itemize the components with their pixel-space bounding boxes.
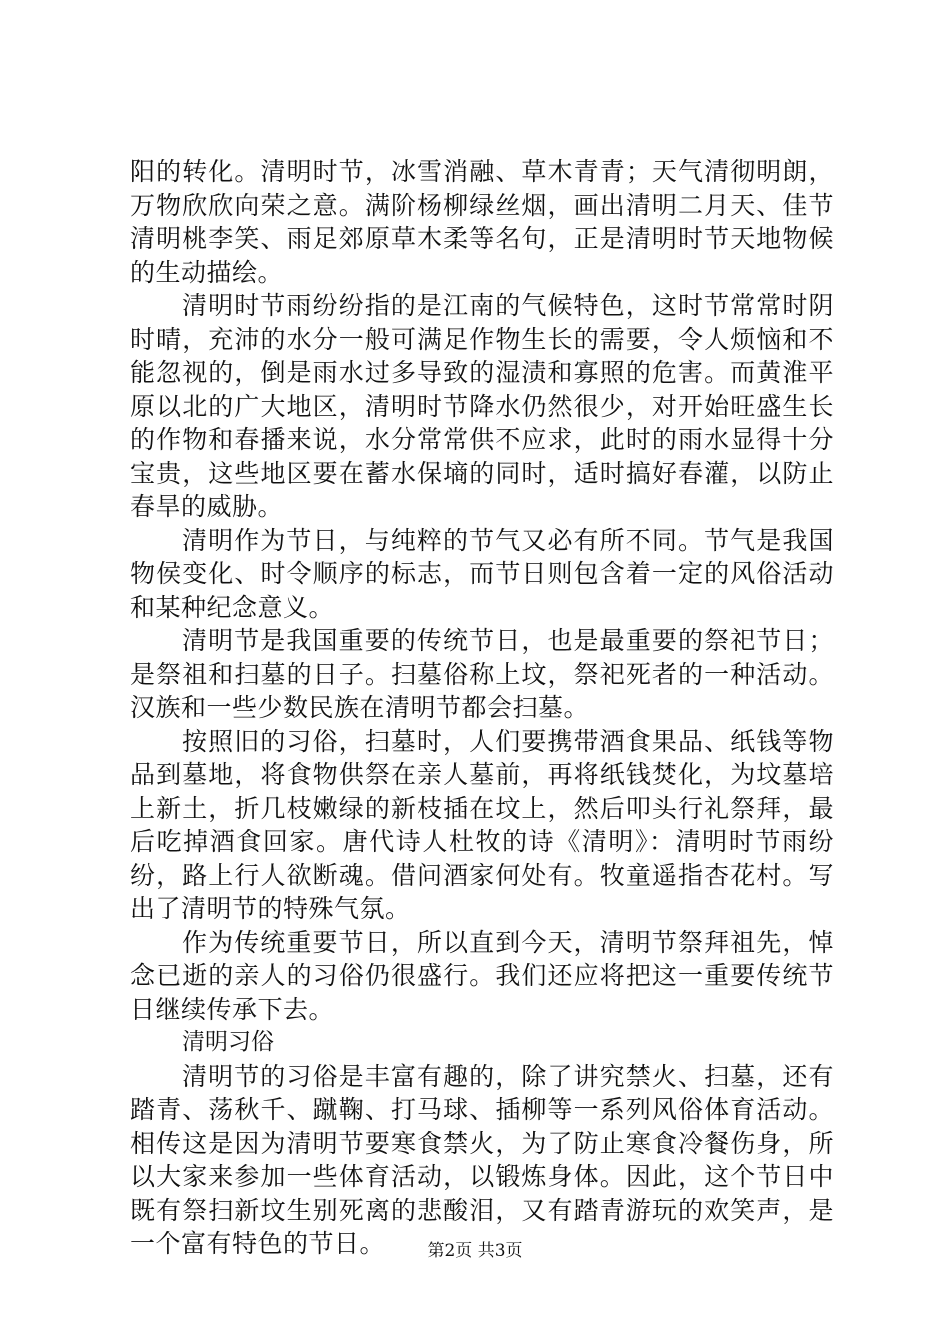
section-heading: 清明习俗 (182, 1029, 274, 1055)
paragraph-sacrifice: 清明节是我国重要的传统节日，也是最重要的祭祀节日；是祭祖和扫墓的日子。扫墓俗称上坟，祭祀死者的一种活动。汉族和一些少数民族在清明节都会扫墓。 (130, 626, 834, 722)
paragraph-continued: 阳的转化。清明时节，冰雪消融、草木青青；天气清彻明朗，万物欣欣向荣之意。满阶杨柳绿丝烟，画出清明二月天、佳节清明桃李笑、雨足郊原草木柔等名句，正是清明时节天地物候的生动描绘。 (130, 157, 834, 287)
page-number-footer: 第2页 共3页 (427, 1241, 523, 1261)
paragraph-customs: 清明节的习俗是丰富有趣的，除了讲究禁火、扫墓，还有踏青、荡秋千、蹴鞠、打马球、插柳等一系列风俗体育活动。相传这是因为清明节要寒食禁火，为了防止寒食冷餐伤身，所以大家来参加一些体育活动，以锻炼身体。因此，这个节日中既有祭扫新坟生别死离的悲酸泪，又有踏青游玩的欢笑声，是一个富有特色的节日。 (130, 1061, 834, 1258)
document-body (130, 155, 834, 1261)
paragraph-climate: 清明时节雨纷纷指的是江南的气候特色，这时节常常时阴时晴，充沛的水分一般可满足作物生长的需要，令人烦恼和不能忽视的，倒是雨水过多导致的湿渍和寡照的危害。而黄淮平原以北的广大地区，清明时节降水仍然很少，对开始旺盛生长的作物和春播来说，水分常常供不应求，此时的雨水显得十分宝贵，这些地区要在蓄水保墒的同时，适时搞好春灌，以防止春旱的威胁。 (130, 291, 834, 521)
paragraph-tradition: 作为传统重要节日，所以直到今天，清明节祭拜祖先，悼念已逝的亲人的习俗仍很盛行。我们还应将把这一重要传统节日继续传承下去。 (130, 927, 834, 1024)
paragraph-tomb-sweeping: 按照旧的习俗，扫墓时，人们要携带酒食果品、纸钱等物品到墓地，将食物供祭在亲人墓前，再将纸钱焚化，为坟墓培上新土，折几枝嫩绿的新枝插在坟上，然后叩头行礼祭拜，最后吃掉酒食回家。唐代诗人杜牧的诗《清明》：清明时节雨纷纷，路上行人欲断魂。借问酒家何处有。牧童遥指杏花村。写出了清明节的特殊气氛。 (130, 726, 834, 923)
paragraph-festival: 清明作为节日，与纯粹的节气又必有所不同。节气是我国物侯变化、时令顺序的标志，而节日则包含着一定的风俗活动和某种纪念意义。 (130, 525, 834, 622)
